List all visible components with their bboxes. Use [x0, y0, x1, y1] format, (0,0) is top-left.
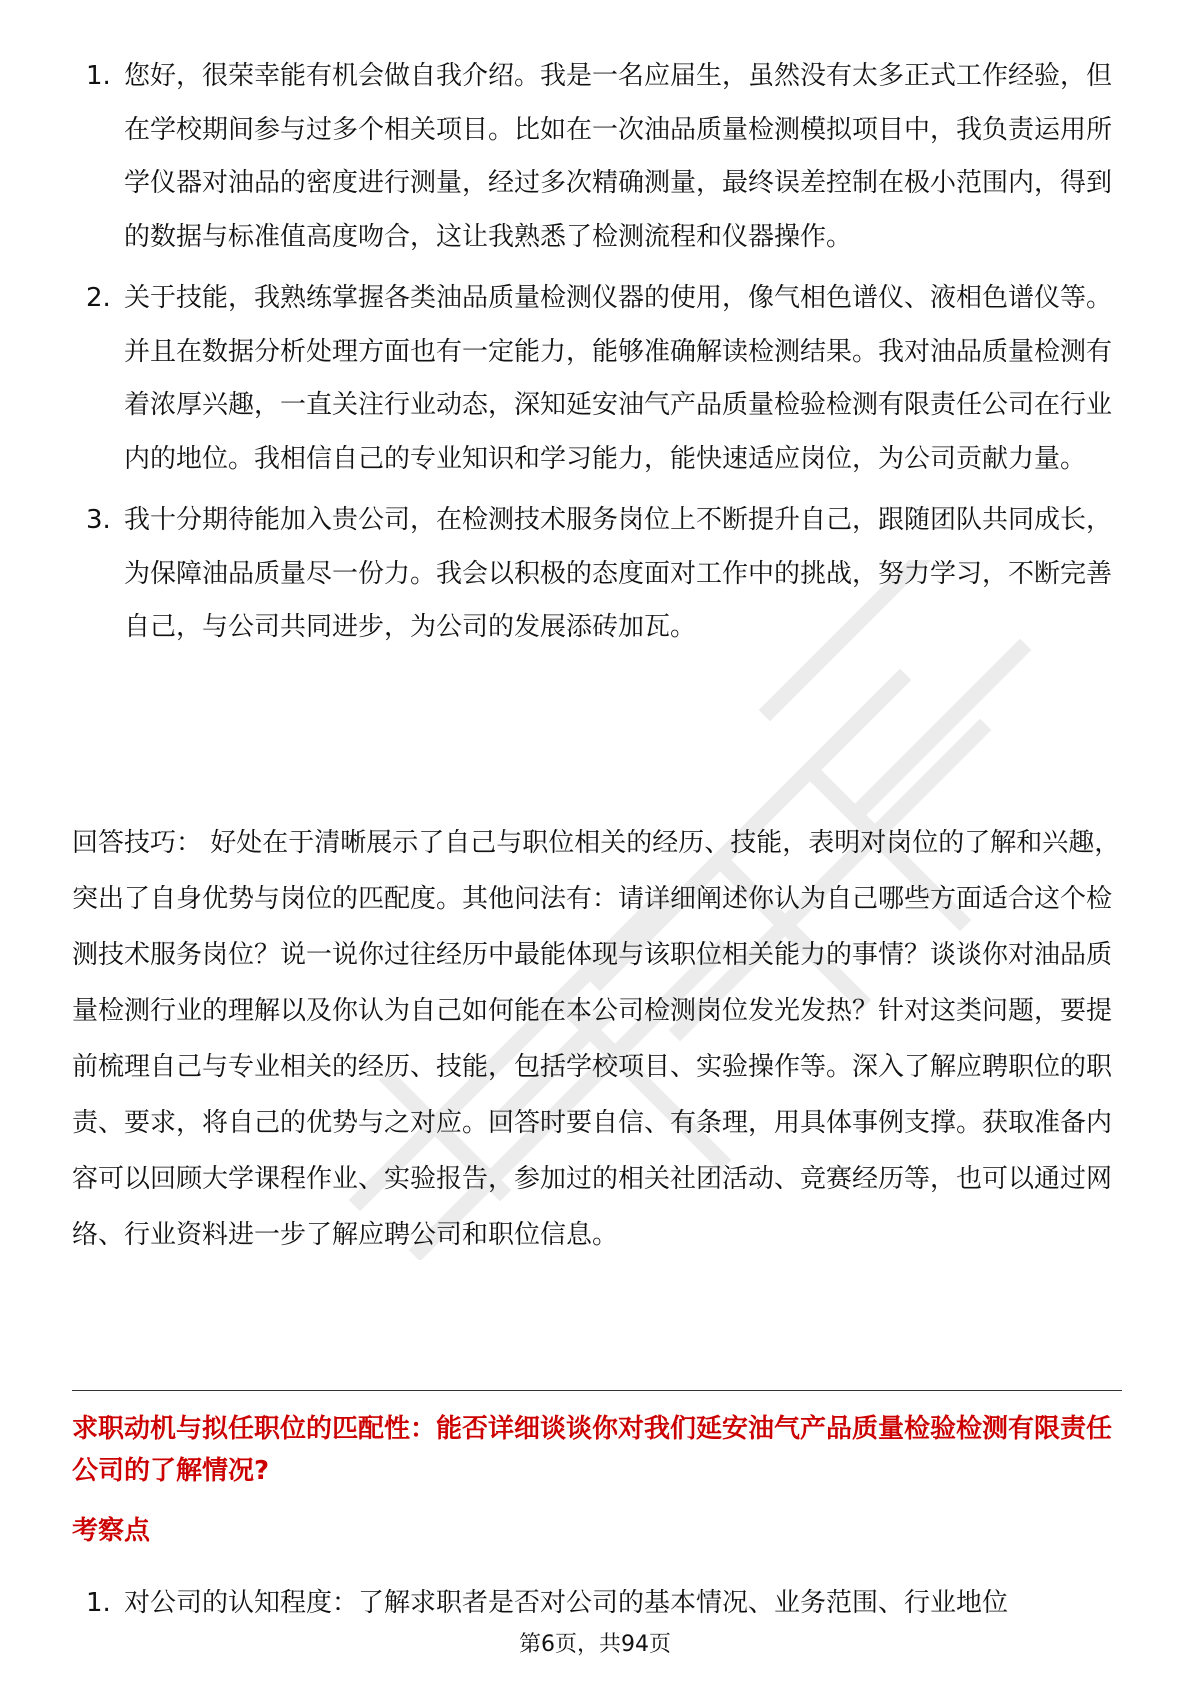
answer-text: 您好，很荣幸能有机会做自我介绍。我是一名应届生，虽然没有太多正式工作经验，但在学校期间参与过多个相关项目。比如在一次油品质量检测模拟项目中，我负责运用所学仪器对油品的密度进行测量，经过多次精确测量，最终误差控制在极小范围内，得到的数据与标准值高度吻合，这让我熟悉了检测流程和仪器操作。 — [124, 61, 1113, 252]
list-number: 1. — [86, 1588, 111, 1618]
assessment-points-heading: 考察点 — [72, 1516, 151, 1546]
list-number: 1. — [86, 61, 111, 91]
list-number: 3. — [86, 505, 111, 535]
answer-item — [72, 272, 1122, 486]
answer-text: 我十分期待能加入贵公司，在检测技术服务岗位上不断提升自己，跟随团队共同成长，为保障油品质量尽一份力。我会以积极的态度面对工作中的挑战，努力学习，不断完善自己，与公司共同进步，为公司的发展添砖加瓦。 — [124, 505, 1113, 642]
answer-list — [72, 50, 1122, 663]
answer-text: 关于技能，我熟练掌握各类油品质量检测仪器的使用，像气相色谱仪、液相色谱仪等。并且在数据分析处理方面也有一定能力，能够准确解读检测结果。我对油品质量检测有着浓厚兴趣，一直关注行业动态，深知延安油气产品质量检验检测有限责任公司在行业内的地位。我相信自己的专业知识和学习能力，能快速适应岗位，为公司贡献力量。 — [124, 283, 1113, 474]
list-number: 2. — [86, 283, 111, 313]
answer-tips-paragraph: 回答技巧： 好处在于清晰展示了自己与职位相关的经历、技能，表明对岗位的了解和兴趣，突出了自身优势与岗位的匹配度。其他问法有：请详细阐述你认为自己哪些方面适合这个检测技术服务岗位？说一说你过往经历中最能体现与该职位相关能力的事情？谈谈你对油品质量检测行业的理解以及你认为自己如何能在本公司检测岗位发光发热？针对这类问题，要提前梳理自己与专业相关的经历、技能，包括学校项目、实验操作等。深入了解应聘职位的职责、要求，将自己的优势与之对应。回答时要自信、有条理，用具体事例支撑。获取准备内容可以回顾大学课程作业、实验报告，参加过的相关社团活动、竞赛经历等，也可以通过网络、行业资料进一步了解应聘公司和职位信息。 — [72, 828, 1121, 1250]
assessment-points-list — [72, 1582, 1122, 1624]
question-heading: 求职动机与拟任职位的匹配性：能否详细谈谈你对我们延安油气产品质量检验检测有限责任公司的了解情况? — [72, 1414, 1113, 1486]
answer-item — [72, 50, 1122, 264]
assessment-point-text: 对公司的认知程度：了解求职者是否对公司的基本情况、业务范围、行业地位 — [124, 1588, 1009, 1618]
section-divider — [72, 1390, 1122, 1391]
page-number-footer: 第6页，共94页 — [519, 1632, 671, 1657]
assessment-point-item — [72, 1582, 1122, 1624]
answer-item — [72, 494, 1122, 655]
